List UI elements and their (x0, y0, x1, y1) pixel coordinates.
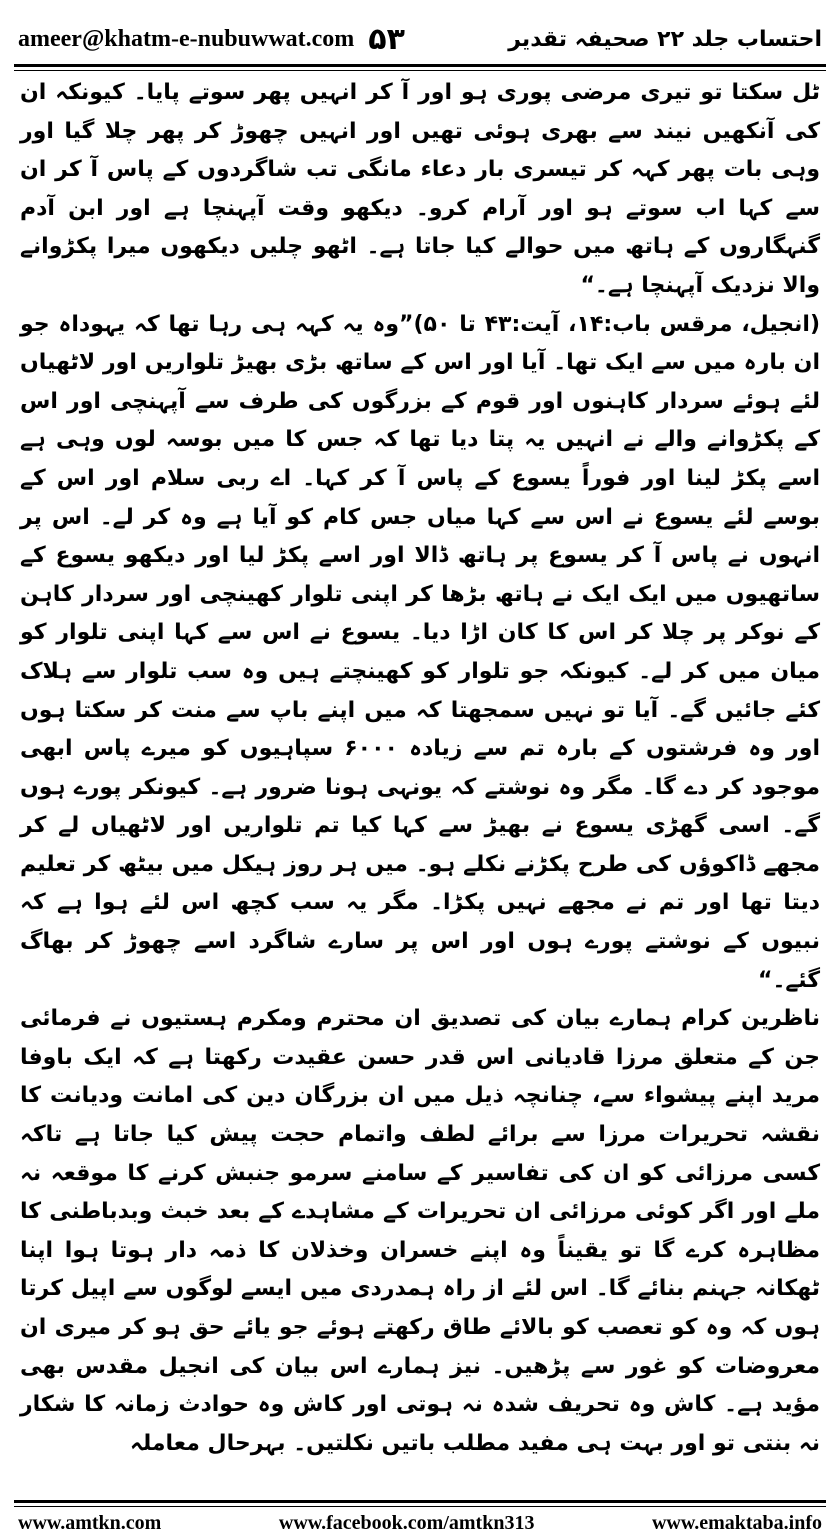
footer-link-facebook[interactable]: www.facebook.com/amtkn313 (278, 1511, 535, 1534)
paragraph-2: (انجیل، مرقس باب:۱۴، آیت:۴۳ تا ۵۰)”وہ یہ کہہ ہی رہا تھا کہ یہوداہ جو ان بارہ میں سے ایک تھا۔ آیا اور اس کے ساتھ بڑی بھیڑ تلواریں اور لاٹھیاں لئے ہوئے سردار کاہنوں اور قوم کے بزرگوں کی طرف سے آپہنچی اور اس کے پکڑوانے والے نے انہیں یہ پتا دیا تھا کہ جس کا میں بوسہ لوں وہی ہے اسے پکڑ لینا اور فوراً یسوع کے پاس آ کر کہا۔ اے ربی سلام اور اس کے بوسے لئے یسوع نے اس سے کہا میاں جس کام کو آیا ہے وہ کر لے۔ اس پر انہوں نے پاس آ کر یسوع پر ہاتھ ڈالا اور اسے پکڑ لیا اور دیکھو یسوع کے ساتھیوں میں ایک ایک نے ہاتھ بڑھا کر اپنی تلوار کھینچی اور سردار کاہن کے نوکر پر چلا کر اس کا کان اڑا دیا۔ یسوع نے اس سے کہا اپنی تلوار کو میان میں کر لے۔ کیونکہ جو تلوار کو کھینچتے ہیں وہ سب تلوار سے ہلاک کئے جائیں گے۔ آیا تو نہیں سمجھتا کہ میں اپنے باپ سے منت کر سکتا ہوں اور وہ فرشتوں کے بارہ تم سے زیادہ ۶۰۰۰ سپاہیوں کو میرے پاس ابھی موجود کر دے گا۔ مگر وہ نوشتے کہ یونہی ہونا ضرور ہے۔ کیونکر پورے ہوں گے۔ اسی گھڑی یسوع نے بھیڑ سے کہا کیا تم تلواریں اور لاٹھیاں لے کر مجھے ڈاکوؤں کی طرح پکڑنے نکلے ہو۔ میں ہر روز ہیکل میں بیٹھ کر تعلیم دیتا تھا اور تم نے مجھے نہیں پکڑا۔ مگر یہ سب کچھ اس لئے ہوا ہے کہ نبیوں کے نوشتے پورے ہوں اور اس پر سارے شاگرد اسے چھوڑ کر بھاگ گئے۔“ (20, 311, 821, 993)
page-footer (18, 1510, 822, 1536)
page-body (20, 74, 820, 1463)
header-divider (14, 64, 826, 71)
header-left (18, 22, 405, 57)
paragraph-3: ناظرین کرام ہمارے بیان کی تصدیق ان محترم ومکرم ہستیوں نے فرمائی جن کے متعلق مرزا قادیانی اس قدر حسن عقیدت رکھتا ہے کہ ایک باوفا مرید اپنے پیشواء سے، چنانچہ ذیل میں ان بزرگان دین کی امانت ودیانت کا نقشہ تحریرات مرزا سے برائے لطف واتمام حجت پیش کیا جاتا ہے تاکہ کسی مرزائی کو ان کی تفاسیر کے سامنے سرمو جنبش کرنے کا موقعہ نہ ملے اور اگر کوئی مرزائی ان تحریرات کے مشاہدے کے بعد خبث وبدباطنی کا مظاہرہ کرے گا تو یقیناً وہ اپنے خسران وخذلان کا ذمہ دار ہوتا ہوا اپنا ٹھکانہ جہنم بنائے گا۔ اس لئے از راہ ہمدردی میں ایسے لوگوں سے اپیل کرتا ہوں کہ وہ کو تعصب کو بالائے طاق رکھتے ہوئے جو یائے حق ہو کر میری ان معروضات کو غور سے پڑھیں۔ نیز ہمارے اس بیان کی انجیل مقدس بھی مؤید ہے۔ کاش وہ تحریف شدہ نہ ہوتی اور کاش وہ حوادث زمانہ کا شکار نہ بنتی تو اور بہت ہی مفید مطلب باتیں نکلتیں۔ بہرحال معاملہ (20, 1006, 820, 1456)
footer-link-amtkn[interactable]: www.amtkn.com (18, 1511, 162, 1534)
page-header (18, 18, 822, 60)
book-title: احتساب جلد ۲۲ صحیفہ تقدیر (508, 26, 822, 52)
header-email: ameer@khatm-e-nubuwwat.com (18, 25, 355, 52)
page-number: ۵۳ (368, 21, 405, 57)
paragraph-1: ٹل سکتا تو تیری مرضی پوری ہو اور آ کر انہیں پھر سوتے پایا۔ کیونکہ ان کی آنکھیں نیند سے بھری ہوئی تھیں اور انہیں چھوڑ کر پھر چلا گیا اور وہی بات پھر کہہ کر تیسری بار دعاء مانگی تب شاگردوں کے پاس آ کر ان سے کہا اب سوتے ہو اور آرام کرو۔ دیکھو وقت آپہنچا ہے اور ابن آدم گنہگاروں کے ہاتھ میں حوالے کیا جاتا ہے۔ اٹھو چلیں دیکھوں میرا پکڑوانے والا نزدیک آپہنچا ہے۔“ (20, 80, 820, 298)
footer-divider (14, 1500, 826, 1507)
footer-link-emaktaba[interactable]: www.emaktaba.info (651, 1511, 822, 1534)
